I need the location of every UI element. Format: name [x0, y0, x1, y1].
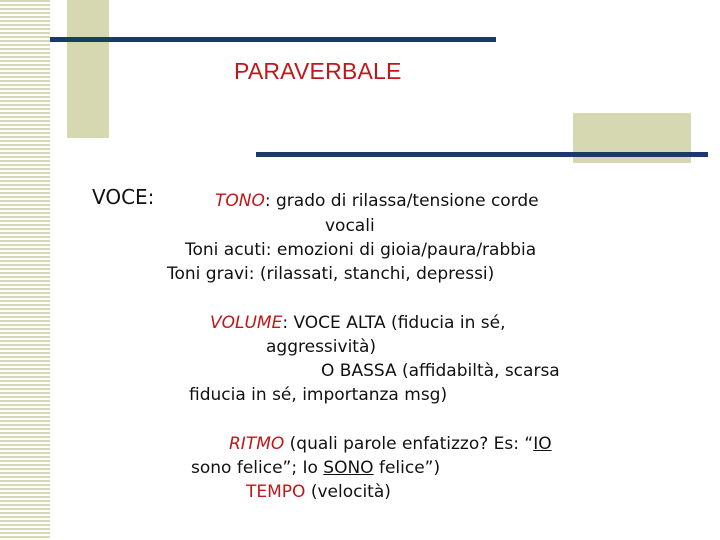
ritmo-emphasis-io: IO: [533, 434, 552, 454]
volume-label: VOLUME: [210, 313, 283, 333]
ritmo-label: RITMO: [229, 434, 285, 454]
volume-line-1: [210, 313, 505, 333]
tono-line-1: [215, 191, 539, 211]
volume-text-1: : VOCE ALTA (fiducia in sé,: [282, 313, 506, 333]
tempo-line: [246, 482, 391, 502]
ritmo-line-1: [229, 434, 552, 454]
ritmo-line-2: [191, 458, 440, 478]
tono-text-1: : grado di rilassa/tensione corde: [264, 191, 539, 211]
volume-line-2: aggressività): [266, 337, 377, 357]
ritmo-text-2-end: felice”): [373, 458, 441, 478]
ritmo-text-2-start: sono felice”; Io: [191, 458, 324, 478]
ritmo-emphasis-sono: SONO: [323, 458, 374, 478]
tempo-label: TEMPO: [246, 482, 306, 502]
ritmo-text-1: (quali parole enfatizzo? Es: “: [284, 434, 534, 454]
slide-title: PARAVERBALE: [234, 58, 402, 84]
decorative-block-top: [67, 0, 109, 138]
voce-label: VOCE:: [92, 185, 155, 209]
top-rule: [50, 37, 496, 42]
decorative-stripes: [0, 0, 50, 540]
volume-line-4: fiducia in sé, importanza msg): [189, 385, 448, 405]
tono-line-3: Toni acuti: emozioni di gioia/paura/rabbia: [185, 240, 537, 260]
middle-rule: [256, 152, 708, 157]
tono-line-4: Toni gravi: (rilassati, stanchi, depressi): [167, 264, 495, 284]
tono-label: TONO: [215, 191, 265, 211]
tempo-text: (velocità): [305, 482, 391, 502]
volume-line-3: O BASSA (affidabiltà, scarsa: [321, 361, 560, 381]
tono-line-2: vocali: [325, 216, 375, 236]
